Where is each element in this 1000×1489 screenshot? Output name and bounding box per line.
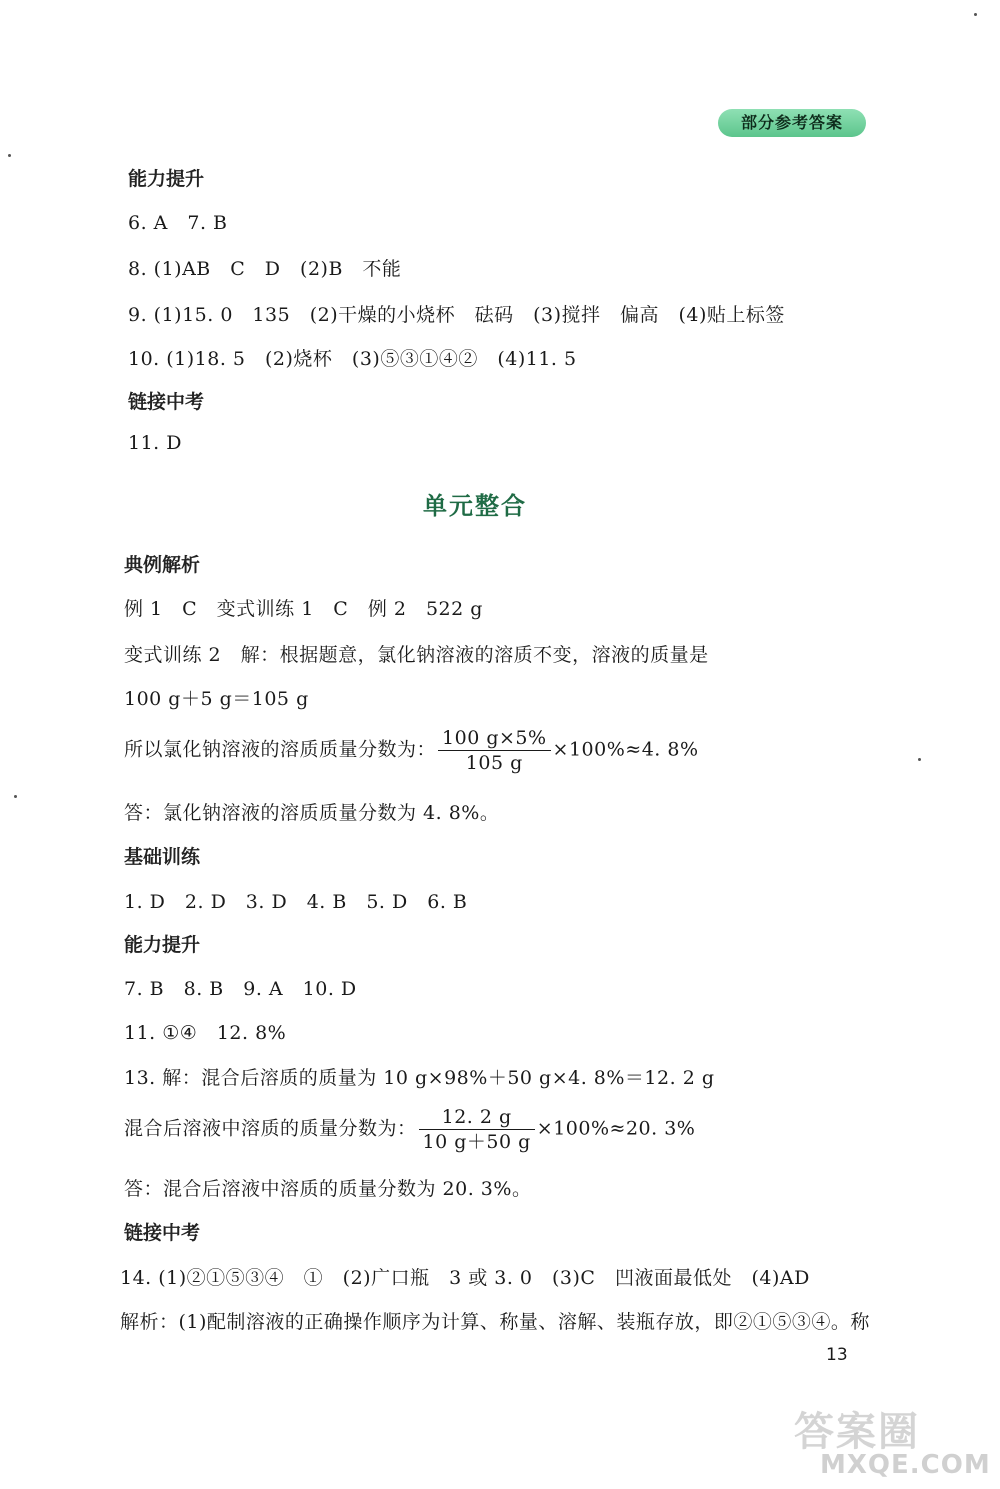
fraction-numerator: 12. 2 g bbox=[419, 1106, 535, 1130]
equation-line: 13. 解：混合后溶质的质量为 10 g×98%＋50 g×4. 8%＝12. 2 g bbox=[124, 1067, 715, 1089]
answer-line: 10. (1)18. 5 (2)烧杯 (3)⑤③①④② (4)11. 5 bbox=[128, 348, 577, 370]
answer-line: 答：混合后溶液中溶质的质量分数为 20. 3%。 bbox=[124, 1178, 532, 1200]
fraction-prefix: 所以氯化钠溶液的溶质质量分数为： bbox=[124, 738, 437, 761]
fraction-line bbox=[124, 1106, 695, 1153]
scan-speck bbox=[918, 758, 921, 761]
watermark bbox=[760, 1400, 996, 1484]
answer-line: 答：氯化钠溶液的溶质质量分数为 4. 8%。 bbox=[124, 802, 500, 824]
fraction-line bbox=[124, 727, 699, 774]
heading-ability: 能力提升 bbox=[128, 168, 205, 190]
page-number: 13 bbox=[826, 1345, 848, 1365]
answer-line: 6. A 7. B bbox=[128, 212, 228, 234]
answer-line: 变式训练 2 解：根据题意，氯化钠溶液的溶质不变，溶液的质量是 bbox=[124, 644, 709, 666]
equation-line: 100 g＋5 g＝105 g bbox=[124, 688, 309, 710]
fraction-suffix: ×100%≈20. 3% bbox=[536, 1117, 696, 1140]
answer-line: 9. (1)15. 0 135 (2)干燥的小烧杯 砝码 (3)搅拌 偏高 (4)贴上标签 bbox=[128, 304, 785, 326]
watermark-url: MXQE.COM bbox=[820, 1450, 991, 1480]
fraction bbox=[438, 727, 551, 774]
answer-line: 1. D 2. D 3. D 4. B 5. D 6. B bbox=[124, 891, 468, 913]
scan-speck bbox=[8, 154, 11, 157]
fraction-suffix: ×100%≈4. 8% bbox=[552, 738, 699, 761]
watermark-logo: 答案圈 bbox=[794, 1409, 920, 1455]
heading-examples: 典例解析 bbox=[124, 554, 201, 576]
fraction-numerator: 100 g×5% bbox=[438, 727, 551, 751]
answer-line: 7. B 8. B 9. A 10. D bbox=[124, 978, 357, 1000]
answer-section-badge: 部分参考答案 bbox=[718, 109, 866, 137]
heading-exam-link: 链接中考 bbox=[124, 1222, 201, 1244]
answer-line: 例 1 C 变式训练 1 C 例 2 522 g bbox=[124, 598, 483, 620]
fraction-denominator: 105 g bbox=[465, 752, 523, 774]
heading-basic-training: 基础训练 bbox=[124, 846, 201, 868]
fraction-prefix: 混合后溶液中溶质的质量分数为： bbox=[124, 1117, 417, 1140]
answer-line: 11. ①④ 12. 8% bbox=[124, 1022, 287, 1044]
heading-exam-link: 链接中考 bbox=[128, 391, 205, 413]
heading-ability: 能力提升 bbox=[124, 934, 201, 956]
scan-speck bbox=[974, 13, 977, 16]
section-title: 单元整合 bbox=[423, 492, 527, 520]
fraction bbox=[419, 1106, 535, 1153]
answer-line: 8. (1)AB C D (2)B 不能 bbox=[128, 258, 402, 280]
fraction-denominator: 10 g＋50 g bbox=[422, 1131, 531, 1153]
explanation-line: 解析：(1)配制溶液的正确操作顺序为计算、称量、溶解、装瓶存放，即②①⑤③④。称 bbox=[120, 1311, 870, 1333]
scan-speck bbox=[14, 795, 17, 798]
answer-line: 11. D bbox=[128, 432, 182, 454]
answer-line: 14. (1)②①⑤③④ ① (2)广口瓶 3 或 3. 0 (3)C 凹液面最低处 (4)AD bbox=[120, 1267, 810, 1289]
